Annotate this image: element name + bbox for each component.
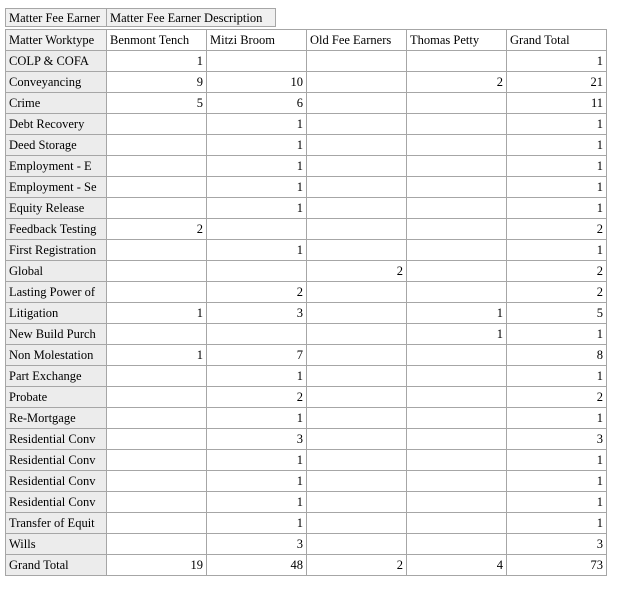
table-row [6, 408, 607, 429]
value-cell[interactable] [107, 261, 207, 282]
value-cell[interactable] [407, 450, 507, 471]
value-cell[interactable] [107, 114, 207, 135]
table-row [6, 240, 607, 261]
column-header-row [6, 30, 607, 51]
table-row [6, 93, 607, 114]
value-cell[interactable]: 2 [207, 282, 307, 303]
value-cell[interactable] [407, 492, 507, 513]
value-cell[interactable]: 1 [507, 408, 607, 429]
value-cell[interactable] [307, 93, 407, 114]
value-cell[interactable]: 3 [207, 429, 307, 450]
value-cell[interactable] [307, 135, 407, 156]
value-cell[interactable] [107, 156, 207, 177]
value-cell[interactable]: 1 [207, 513, 307, 534]
table-row [6, 282, 607, 303]
value-cell[interactable] [307, 51, 407, 72]
value-cell[interactable]: 1 [207, 135, 307, 156]
value-cell[interactable] [407, 387, 507, 408]
value-cell[interactable] [407, 429, 507, 450]
value-cell[interactable]: 8 [507, 345, 607, 366]
value-cell[interactable] [407, 240, 507, 261]
value-cell[interactable]: 1 [507, 513, 607, 534]
value-cell[interactable]: 1 [207, 114, 307, 135]
table-row [6, 471, 607, 492]
value-cell[interactable] [107, 324, 207, 345]
table-row [6, 513, 607, 534]
row-label[interactable]: COLP & COFA [6, 51, 107, 72]
value-cell[interactable]: 5 [507, 303, 607, 324]
value-cell[interactable] [107, 240, 207, 261]
value-cell[interactable] [307, 408, 407, 429]
value-cell[interactable]: 1 [407, 303, 507, 324]
row-label[interactable]: Residential Conv [6, 471, 107, 492]
value-cell[interactable] [407, 408, 507, 429]
row-label[interactable]: Lasting Power of [6, 282, 107, 303]
value-cell[interactable] [307, 219, 407, 240]
value-cell[interactable] [407, 114, 507, 135]
table-row [6, 429, 607, 450]
value-cell[interactable] [307, 240, 407, 261]
value-cell[interactable]: 1 [207, 471, 307, 492]
value-cell[interactable]: 1 [507, 177, 607, 198]
value-cell[interactable] [307, 198, 407, 219]
value-cell[interactable] [307, 282, 407, 303]
value-cell[interactable]: 19 [107, 555, 207, 576]
row-label[interactable]: Non Molestation [6, 345, 107, 366]
value-cell[interactable] [207, 324, 307, 345]
value-cell[interactable] [307, 429, 407, 450]
table-row [6, 366, 607, 387]
value-cell[interactable]: 5 [107, 93, 207, 114]
value-cell[interactable] [107, 177, 207, 198]
value-cell[interactable] [307, 303, 407, 324]
value-cell[interactable]: 1 [507, 198, 607, 219]
value-cell[interactable] [107, 366, 207, 387]
table-row [6, 387, 607, 408]
table-row [6, 492, 607, 513]
value-cell[interactable]: 2 [407, 72, 507, 93]
value-cell[interactable] [407, 513, 507, 534]
value-cell[interactable]: 1 [507, 471, 607, 492]
row-field-button[interactable]: Matter Worktype [6, 30, 107, 51]
value-cell[interactable]: 1 [107, 51, 207, 72]
row-label[interactable]: Transfer of Equit [6, 513, 107, 534]
row-label[interactable]: Feedback Testing [6, 219, 107, 240]
value-cell[interactable]: 1 [507, 492, 607, 513]
row-label[interactable]: Global [6, 261, 107, 282]
value-cell[interactable] [407, 219, 507, 240]
value-cell[interactable]: 2 [507, 219, 607, 240]
value-cell[interactable]: 2 [307, 555, 407, 576]
value-cell[interactable]: 2 [507, 387, 607, 408]
value-cell[interactable]: 1 [507, 366, 607, 387]
value-cell[interactable] [107, 408, 207, 429]
value-cell[interactable]: 1 [207, 366, 307, 387]
value-cell[interactable]: 1 [507, 114, 607, 135]
value-cell[interactable]: 1 [507, 450, 607, 471]
value-cell[interactable] [407, 198, 507, 219]
row-label[interactable]: Part Exchange [6, 366, 107, 387]
table-row [6, 219, 607, 240]
value-cell[interactable] [407, 177, 507, 198]
row-label[interactable]: Litigation [6, 303, 107, 324]
row-label[interactable]: Equity Release [6, 198, 107, 219]
table-row [6, 303, 607, 324]
column-field-button[interactable]: Matter Fee Earner Description [106, 8, 276, 27]
value-cell[interactable]: 6 [207, 93, 307, 114]
column-header-thomas-petty: Thomas Petty [407, 30, 507, 51]
row-label[interactable]: Grand Total [6, 555, 107, 576]
value-cell[interactable]: 21 [507, 72, 607, 93]
value-cell[interactable]: 1 [207, 240, 307, 261]
value-cell[interactable] [307, 471, 407, 492]
table-row [6, 51, 607, 72]
value-cell[interactable] [307, 156, 407, 177]
column-header-mitzi-broom: Mitzi Broom [207, 30, 307, 51]
value-cell[interactable]: 1 [507, 240, 607, 261]
table-row [6, 177, 607, 198]
value-cell[interactable]: 1 [107, 345, 207, 366]
value-cell[interactable] [407, 345, 507, 366]
value-cell[interactable] [107, 429, 207, 450]
row-label[interactable]: Employment - Se [6, 177, 107, 198]
table-row [6, 345, 607, 366]
value-cell[interactable]: 1 [207, 156, 307, 177]
table-row [6, 261, 607, 282]
row-label[interactable]: Deed Storage [6, 135, 107, 156]
pivot-filter-row [5, 8, 607, 29]
value-cell[interactable] [307, 492, 407, 513]
row-label[interactable]: Re-Mortgage [6, 408, 107, 429]
grand-total-row [6, 555, 607, 576]
value-cell[interactable]: 3 [207, 534, 307, 555]
value-cell[interactable]: 1 [407, 324, 507, 345]
value-cell[interactable] [307, 177, 407, 198]
value-cell[interactable]: 1 [207, 177, 307, 198]
value-cell[interactable] [407, 51, 507, 72]
row-label[interactable]: First Registration [6, 240, 107, 261]
value-cell[interactable]: 1 [207, 198, 307, 219]
value-cell[interactable] [107, 471, 207, 492]
value-cell[interactable]: 3 [507, 534, 607, 555]
value-cell[interactable] [307, 114, 407, 135]
value-cell[interactable] [307, 324, 407, 345]
value-cell[interactable]: 1 [507, 156, 607, 177]
table-row [6, 450, 607, 471]
value-cell[interactable]: 73 [507, 555, 607, 576]
table-row [6, 72, 607, 93]
value-cell[interactable] [307, 345, 407, 366]
row-label[interactable]: Crime [6, 93, 107, 114]
value-cell[interactable] [307, 534, 407, 555]
value-cell[interactable] [307, 366, 407, 387]
pivot-grid [5, 29, 607, 576]
value-cell[interactable]: 2 [507, 282, 607, 303]
value-cell[interactable] [107, 492, 207, 513]
value-cell[interactable] [207, 51, 307, 72]
row-label[interactable]: New Build Purch [6, 324, 107, 345]
pivot-table [5, 8, 607, 576]
value-cell[interactable] [107, 282, 207, 303]
value-cell[interactable]: 4 [407, 555, 507, 576]
table-row [6, 135, 607, 156]
value-cell[interactable]: 2 [507, 261, 607, 282]
value-cell[interactable]: 2 [107, 219, 207, 240]
value-cell[interactable] [407, 135, 507, 156]
value-cell[interactable] [107, 135, 207, 156]
value-cell[interactable]: 1 [107, 303, 207, 324]
value-cell[interactable] [307, 513, 407, 534]
column-header-benmont-tench: Benmont Tench [107, 30, 207, 51]
row-label[interactable]: Conveyancing [6, 72, 107, 93]
value-cell[interactable] [407, 534, 507, 555]
value-cell[interactable] [107, 387, 207, 408]
value-cell[interactable]: 1 [207, 492, 307, 513]
value-cell[interactable]: 1 [507, 51, 607, 72]
value-cell[interactable]: 2 [307, 261, 407, 282]
table-row [6, 114, 607, 135]
value-cell[interactable]: 3 [207, 303, 307, 324]
value-cell[interactable]: 9 [107, 72, 207, 93]
column-header-grand-total: Grand Total [507, 30, 607, 51]
value-cell[interactable]: 1 [507, 135, 607, 156]
value-cell[interactable] [107, 534, 207, 555]
row-label[interactable]: Wills [6, 534, 107, 555]
table-row [6, 534, 607, 555]
value-cell[interactable]: 48 [207, 555, 307, 576]
value-cell[interactable] [307, 450, 407, 471]
value-cell[interactable]: 11 [507, 93, 607, 114]
value-cell[interactable] [407, 156, 507, 177]
row-label[interactable]: Residential Conv [6, 450, 107, 471]
value-cell[interactable] [107, 513, 207, 534]
table-row [6, 156, 607, 177]
row-label[interactable]: Residential Conv [6, 429, 107, 450]
column-header-old-fee-earners: Old Fee Earners [307, 30, 407, 51]
value-cell[interactable]: 3 [507, 429, 607, 450]
value-cell[interactable]: 10 [207, 72, 307, 93]
value-cell[interactable] [407, 93, 507, 114]
value-cell[interactable]: 1 [207, 450, 307, 471]
table-row [6, 198, 607, 219]
value-cell[interactable] [207, 219, 307, 240]
row-label[interactable]: Residential Conv [6, 492, 107, 513]
value-cell[interactable] [407, 261, 507, 282]
value-cell[interactable]: 7 [207, 345, 307, 366]
value-cell[interactable]: 2 [207, 387, 307, 408]
row-label[interactable]: Debt Recovery [6, 114, 107, 135]
value-cell[interactable]: 1 [207, 408, 307, 429]
value-cell[interactable] [407, 366, 507, 387]
table-row [6, 324, 607, 345]
row-label[interactable]: Employment - E [6, 156, 107, 177]
filter-field-button[interactable]: Matter Fee Earner [5, 8, 107, 27]
value-cell[interactable] [407, 471, 507, 492]
value-cell[interactable] [207, 261, 307, 282]
row-label[interactable]: Probate [6, 387, 107, 408]
value-cell[interactable] [307, 387, 407, 408]
value-cell[interactable] [107, 450, 207, 471]
value-cell[interactable] [407, 282, 507, 303]
value-cell[interactable] [107, 198, 207, 219]
value-cell[interactable]: 1 [507, 324, 607, 345]
value-cell[interactable] [307, 72, 407, 93]
